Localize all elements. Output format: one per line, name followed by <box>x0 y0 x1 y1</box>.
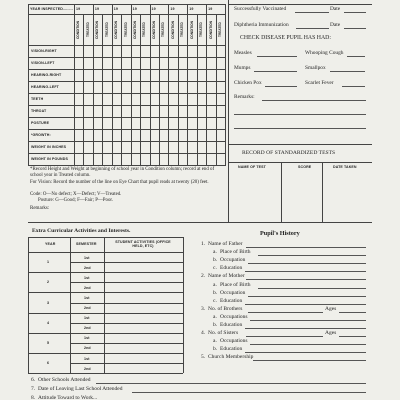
disease-whooping-cough: Whooping Cough <box>305 50 344 56</box>
history-fill-line <box>246 247 366 248</box>
history-item-num: 1. <box>201 241 206 247</box>
diphtheria-date-label: Date <box>330 22 341 28</box>
treated-header: TREATED <box>199 22 204 38</box>
tests-col-score: SCORE <box>298 165 312 169</box>
history-item-label: Place of Birth <box>220 249 251 256</box>
health-row-label: THROAT <box>31 109 47 113</box>
history-fill-line <box>258 288 366 289</box>
history-item-num: b. <box>213 322 218 328</box>
tests-heading: RECORD OF STANDARDIZED TESTS <box>242 150 336 156</box>
health-note-4: Posture: G—Good; F—Fair; P—Poor. <box>38 198 113 203</box>
history-ages-line <box>339 336 366 337</box>
activity-semester: 1st <box>84 316 90 321</box>
activity-year: 3 <box>47 300 50 305</box>
disease-measles: Measles <box>234 50 252 56</box>
history-fill-line <box>253 360 366 361</box>
activity-year: 6 <box>47 361 50 366</box>
treated-header: TREATED <box>161 22 166 38</box>
bottom-item-num: 7. <box>31 386 36 392</box>
activity-semester: 2nd <box>84 265 91 270</box>
activity-semester: 2nd <box>84 326 91 331</box>
health-row-label: TEETH <box>31 97 44 101</box>
year-prefix: 19 <box>170 7 175 11</box>
vaccinated-date-label: Date <box>330 6 341 12</box>
year-prefix: 19 <box>132 7 137 11</box>
history-item-label: Occupation <box>220 289 246 296</box>
health-row-line <box>28 69 225 70</box>
activity-semester: 2nd <box>84 285 91 290</box>
history-item-label: Place of Birth <box>220 281 251 288</box>
condition-header: CONDITION <box>133 21 138 39</box>
disease-chicken-pox: Chicken Pox <box>234 80 262 86</box>
activity-row-line <box>28 333 183 334</box>
health-note-3: Code: O—No defect; X—Defect; V—Treated. <box>30 192 122 197</box>
activity-semester: 2nd <box>84 346 91 351</box>
health-row-line <box>28 129 225 130</box>
year-inspected-label: YEAR INSPECTED......... <box>30 7 73 11</box>
health-remarks-label: Remarks: <box>30 206 50 211</box>
activity-semester: 2nd <box>84 366 91 371</box>
history-item-label: Name of Father <box>208 241 243 247</box>
history-item-num: b. <box>213 289 218 296</box>
history-item-num: c. <box>213 265 217 272</box>
health-row-line <box>28 93 225 94</box>
year-prefix: 19 <box>151 7 156 11</box>
treated-header: TREATED <box>85 22 90 38</box>
history-fill-line <box>248 296 367 297</box>
history-fill-line <box>246 336 323 337</box>
history-fill-line <box>250 344 366 345</box>
history-ages-line <box>339 312 366 313</box>
condition-header: CONDITION <box>170 21 175 39</box>
condition-header: CONDITION <box>95 21 100 39</box>
history-ages-label: Ages <box>325 305 337 312</box>
disease-scarlet-fever: Scarlet Fever <box>305 80 334 86</box>
history-item-num: a. <box>213 313 217 320</box>
half-column-divider <box>197 14 198 166</box>
history-heading: Pupil's History <box>260 230 300 237</box>
activities-heading: Extra Curricular Activities and Interests. <box>32 228 131 234</box>
history-item-label: Occupations <box>220 313 248 320</box>
disease-smallpox: Smallpox <box>305 65 326 71</box>
activity-semester: 1st <box>84 336 90 341</box>
activity-row-line <box>28 292 183 293</box>
history-item-num: 3. <box>201 305 206 312</box>
half-column-divider <box>83 14 84 166</box>
activity-row-line <box>28 313 183 314</box>
health-row-label: WEIGHT IN INCHES <box>31 145 67 149</box>
half-column-divider <box>121 14 122 166</box>
condition-header: CONDITION <box>76 21 81 39</box>
health-grid <box>28 0 226 166</box>
year-prefix: 19 <box>208 7 213 11</box>
health-row-label: WEIGHT IN POUNDS <box>31 157 68 161</box>
activity-year: 2 <box>47 280 50 285</box>
half-column-divider <box>140 14 141 166</box>
bottom-item-label: Other Schools Attended <box>38 377 91 383</box>
history-item-num: 2. <box>201 273 206 280</box>
year-prefix: 19 <box>113 7 118 11</box>
half-column-divider <box>159 14 160 166</box>
bottom-item-label: Date of Leaving Last School Attended <box>38 386 123 392</box>
history-fill-line <box>246 279 366 280</box>
bottom-item-num: 8. <box>31 395 36 400</box>
history-fill-line <box>245 352 366 353</box>
health-note-2: For Vision: Record the number of the line on Eye Chart that pupil reads at twenty (20) feet. <box>30 180 209 185</box>
health-row-label: HEARING-LEFT <box>31 85 59 89</box>
history-item-num: a. <box>213 338 217 345</box>
year-prefix: 19 <box>189 7 194 11</box>
history-item-label: Education <box>220 322 243 328</box>
health-row-label: POSTURE <box>31 121 50 125</box>
bottom-item-label: Attitude Toward to Work... <box>38 395 98 400</box>
health-row-line <box>28 81 225 82</box>
treated-header: TREATED <box>123 22 128 38</box>
history-ages-label: Ages <box>325 330 337 337</box>
activity-row-line <box>28 373 183 374</box>
treated-header: TREATED <box>217 22 222 38</box>
health-row-label: VISION-LEFT <box>31 61 55 65</box>
health-row-line <box>28 153 225 154</box>
activity-row-line <box>70 323 183 324</box>
activity-year: 5 <box>47 340 50 345</box>
history-item-label: Education <box>220 297 243 304</box>
history-item-label: Church Membership <box>208 354 254 361</box>
year-prefix: 19 <box>94 7 100 11</box>
tests-col-date: DATE TAKEN <box>333 165 357 169</box>
activity-row-line <box>70 363 183 364</box>
health-row-line <box>28 117 225 118</box>
history-fill-line <box>258 255 366 256</box>
diphtheria-label: Diphtheria Immunization <box>234 22 289 28</box>
activity-semester: 1st <box>84 295 90 300</box>
health-row-line <box>28 105 225 106</box>
history-fill-line <box>245 304 366 305</box>
bottom-fill-line <box>96 383 366 384</box>
health-row-line <box>28 165 225 166</box>
disease-mumps: Mumps <box>234 65 251 71</box>
activity-row-line <box>70 262 183 263</box>
activity-semester: 1st <box>84 255 90 260</box>
condition-header: CONDITION <box>189 21 194 39</box>
health-row-line <box>28 141 225 142</box>
vaccinated-label: Successfully Vaccinated <box>234 6 287 12</box>
history-item-num: a. <box>213 249 217 256</box>
history-item-num: c. <box>213 297 217 304</box>
health-row-label: *GROWTH: <box>31 133 51 137</box>
activity-year: 4 <box>47 320 50 325</box>
history-item-num: b. <box>213 257 218 264</box>
half-column-divider <box>178 14 179 166</box>
treated-header: TREATED <box>104 22 109 38</box>
health-row-label: VISION-RIGHT <box>31 49 57 53</box>
activities-col-semester: SEMESTER <box>76 242 97 246</box>
history-item-num: a. <box>213 281 217 288</box>
activity-row-line <box>70 343 183 344</box>
history-item-label: Occupations <box>220 338 248 345</box>
history-item-label: Education <box>220 265 243 272</box>
history-item-label: Education <box>220 346 243 353</box>
history-item-num: 5. <box>201 354 206 361</box>
activity-row-line <box>28 353 183 354</box>
history-item-label: No. of Sisters <box>208 330 239 337</box>
history-fill-line <box>245 271 366 272</box>
half-column-divider <box>216 14 217 166</box>
history-item-num: 4. <box>201 330 206 337</box>
activity-semester: 1st <box>84 356 90 361</box>
tests-col-name: NAME OF TEST <box>238 165 266 169</box>
activity-row-line <box>28 272 183 273</box>
condition-header: CONDITION <box>114 21 119 39</box>
half-column-divider <box>102 14 103 166</box>
activity-semester: 1st <box>84 275 90 280</box>
activity-semester: 2nd <box>84 306 91 310</box>
history-item-label: Name of Mother <box>208 273 245 280</box>
history-item-label: No. of Brothers <box>208 305 243 312</box>
health-note-1: *Record Height and Weight at beginning of school year in Condition column; record at end of school year in Treated column. <box>30 167 215 178</box>
bottom-item-num: 6. <box>31 377 36 383</box>
condition-header: CONDITION <box>208 21 213 39</box>
history-fill-line <box>248 312 323 313</box>
condition-header: CONDITION <box>151 21 156 39</box>
diseases-heading: CHECK DISEASE PUPIL HAS HAD: <box>240 35 331 41</box>
activities-col-year: YEAR <box>45 242 56 246</box>
right-remarks-label: Remarks: <box>234 94 255 100</box>
history-fill-line <box>248 263 367 264</box>
activities-col-activities: STUDENT ACTIVITIES (OFFICE HELD, ETC) <box>115 240 171 249</box>
treated-header: TREATED <box>180 22 185 38</box>
activity-row-line <box>70 303 183 304</box>
history-fill-line <box>245 328 366 329</box>
history-item-label: Occupation <box>220 257 246 264</box>
bottom-fill-line <box>132 392 366 393</box>
activity-row-line <box>70 282 183 283</box>
treated-header: TREATED <box>142 22 147 38</box>
history-item-num: b. <box>213 346 218 353</box>
health-row-label: HEARING-RIGHT <box>31 73 62 77</box>
activity-year: 1 <box>47 260 50 265</box>
health-row-line <box>28 57 225 58</box>
history-fill-line <box>250 320 366 321</box>
year-prefix: 19 <box>76 7 81 11</box>
